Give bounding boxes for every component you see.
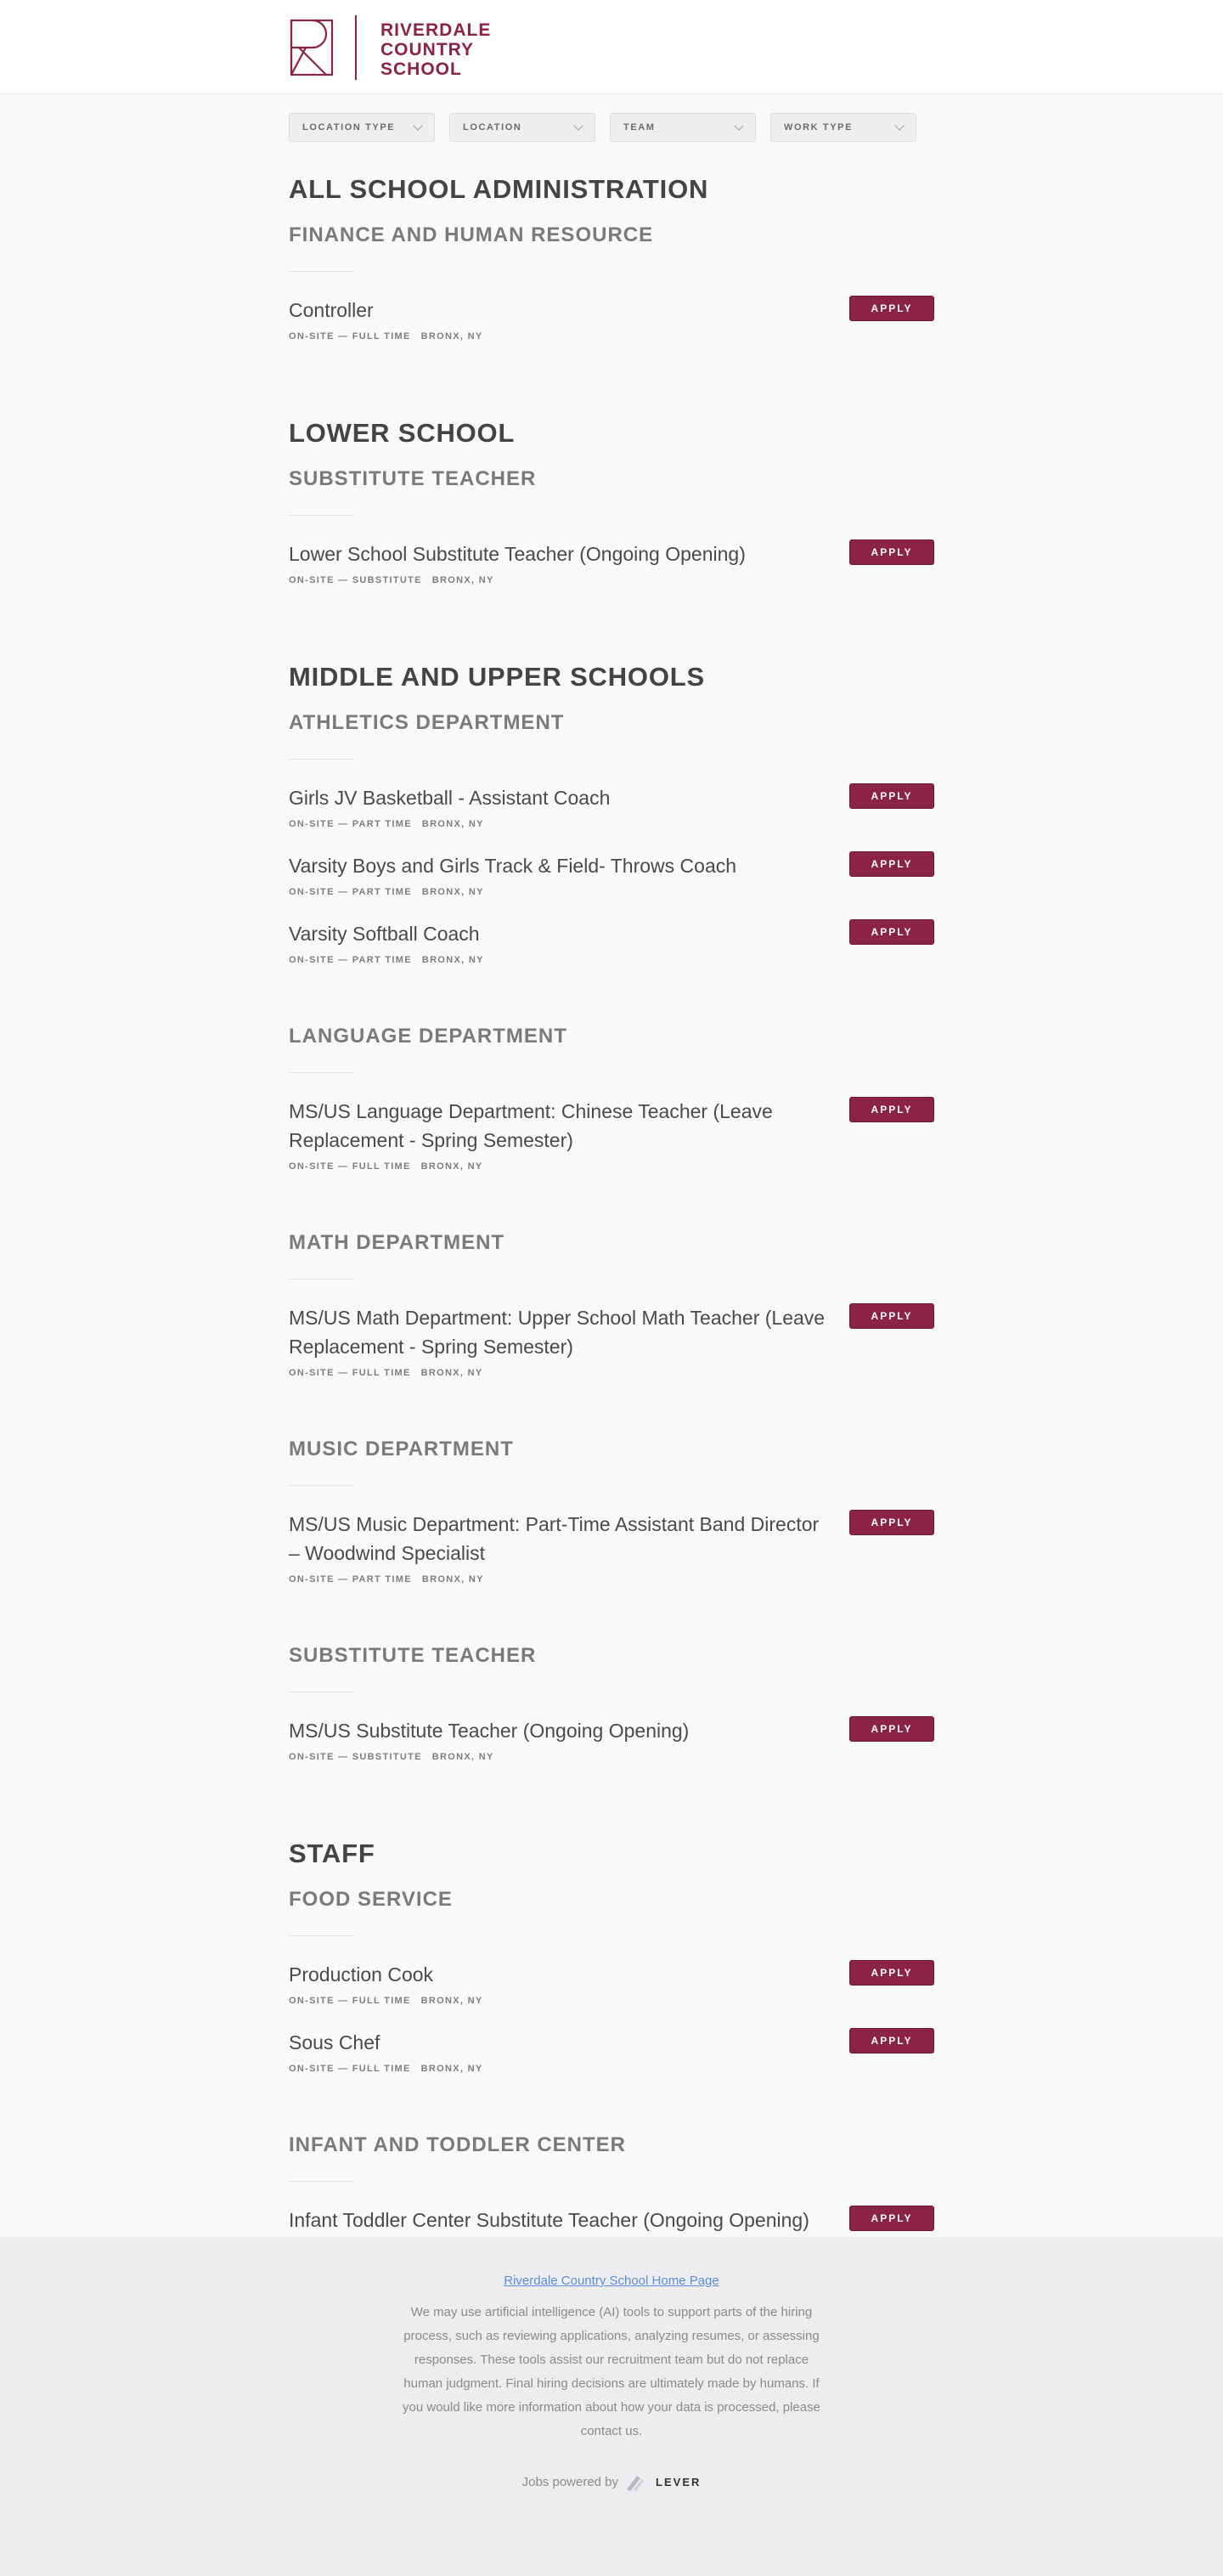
team-title: SUBSTITUTE TEACHER (289, 467, 537, 490)
posting-title-link[interactable]: MS/US Language Department: Chinese Teacher (Leave Replacement - Spring Semester) (289, 1100, 773, 1151)
apply-button[interactable]: APPLY (849, 1097, 934, 1122)
posting-location: BRONX, NY (421, 955, 484, 965)
posting-meta (289, 1574, 832, 1585)
school-name-line: COUNTRY (380, 40, 475, 59)
team-divider (289, 759, 353, 760)
posting-location: BRONX, NY (421, 887, 484, 897)
posting-title-link[interactable]: MS/US Music Department: Part-Time Assistant Band Director – Woodwind Specialist (289, 1513, 820, 1564)
filter-dropdown[interactable] (289, 113, 435, 142)
job-posting (289, 1303, 934, 1378)
job-posting (289, 296, 934, 342)
apply-button[interactable]: APPLY (849, 783, 934, 809)
chevron-down-icon (894, 121, 904, 130)
posting-info (289, 1716, 832, 1762)
filter-dropdown[interactable] (770, 113, 916, 142)
filter-label: LOCATION (463, 122, 522, 133)
posting-title-link[interactable]: MS/US Math Department: Upper School Math Teacher (Leave Replacement - Spring Semester) (289, 1307, 826, 1358)
posting-info (289, 1960, 832, 2006)
posting-location: BRONX, NY (431, 575, 494, 585)
posting-group (289, 1784, 934, 2251)
team-title: FINANCE AND HUMAN RESOURCE (289, 223, 654, 246)
job-posting (289, 851, 934, 897)
job-posting (289, 1960, 934, 2006)
posting-title-link[interactable]: Varsity Softball Coach (289, 923, 480, 945)
posting-meta (289, 331, 832, 342)
posting-info (289, 1510, 832, 1585)
posting-meta (289, 955, 832, 965)
apply-button[interactable]: APPLY (849, 919, 934, 945)
team-title: ATHLETICS DEPARTMENT (289, 711, 565, 734)
lever-wordmark: LEVER (656, 2475, 702, 2488)
apply-button[interactable]: APPLY (849, 539, 934, 565)
posting-commitment: ON-SITE — SUBSTITUTE (289, 575, 422, 585)
posting-location: BRONX, NY (420, 1368, 483, 1378)
posting-location: BRONX, NY (420, 331, 483, 342)
posting-meta (289, 1996, 832, 2006)
posting-title-link[interactable]: Lower School Substitute Teacher (Ongoing Opening) (289, 543, 746, 565)
posting-commitment: ON-SITE — FULL TIME (289, 1996, 411, 2006)
posting-title-link[interactable]: Sous Chef (289, 2031, 380, 2053)
filter-label: TEAM (623, 122, 656, 133)
chevron-down-icon (573, 121, 583, 130)
ai-disclaimer: We may use artificial intelligence (AI) tools to support parts of the hiring process, such as reviewing applications, analyzing resumes, or assessing responses. These tools assist our recruitment team but do not replace human judgment. Final hiring decisions are ultimately made by humans. If you would like more information about how your data is processed, please contact us. (403, 2305, 820, 2438)
postings-list (289, 167, 934, 2251)
team-divider (289, 271, 353, 272)
apply-button[interactable]: APPLY (849, 1303, 934, 1329)
apply-button[interactable]: APPLY (849, 851, 934, 877)
posting-title-link[interactable]: Infant Toddler Center Substitute Teacher (Ongoing Opening) (289, 2209, 809, 2231)
posting-meta (289, 1161, 832, 1172)
logo-divider (355, 15, 357, 80)
posting-info (289, 1303, 832, 1378)
apply-button[interactable]: APPLY (849, 1960, 934, 1986)
school-name-line: SCHOOL (380, 59, 462, 79)
team-title: SUBSTITUTE TEACHER (289, 1644, 537, 1667)
posting-group (289, 167, 934, 342)
powered-by[interactable] (0, 2472, 1223, 2491)
apply-button[interactable]: APPLY (849, 2206, 934, 2231)
posting-info (289, 2028, 832, 2074)
team-divider (289, 1279, 353, 1280)
apply-button[interactable]: APPLY (849, 2028, 934, 2053)
posting-commitment: ON-SITE — FULL TIME (289, 331, 411, 342)
job-posting (289, 919, 934, 965)
apply-button[interactable]: APPLY (849, 296, 934, 321)
job-posting (289, 1097, 934, 1172)
posting-info (289, 783, 832, 829)
posting-commitment: ON-SITE — PART TIME (289, 819, 412, 829)
site-header (0, 0, 1223, 94)
posting-meta (289, 1752, 832, 1762)
team-title: MATH DEPARTMENT (289, 1231, 505, 1254)
job-posting (289, 1716, 934, 1762)
team-title: FOOD SERVICE (289, 1888, 453, 1911)
posting-commitment: ON-SITE — FULL TIME (289, 1368, 411, 1378)
posting-location: BRONX, NY (420, 2064, 483, 2074)
filter-dropdown[interactable] (610, 113, 756, 142)
main-content (289, 94, 934, 2251)
posting-commitment: ON-SITE — FULL TIME (289, 2064, 411, 2074)
posting-location: BRONX, NY (431, 1752, 494, 1762)
posting-meta (289, 1368, 832, 1378)
chevron-down-icon (413, 121, 422, 130)
posting-info (289, 539, 832, 585)
posting-commitment: ON-SITE — PART TIME (289, 887, 412, 897)
posting-commitment: ON-SITE — SUBSTITUTE (289, 1752, 422, 1762)
posting-title-link[interactable]: Varsity Boys and Girls Track & Field- Throws Coach (289, 855, 737, 877)
team-divider (289, 1485, 353, 1486)
group-title: STAFF (289, 1839, 375, 1868)
home-page-link[interactable]: Riverdale Country School Home Page (504, 2274, 719, 2288)
job-posting (289, 1510, 934, 1585)
posting-info (289, 1097, 832, 1172)
group-title: MIDDLE AND UPPER SCHOOLS (289, 662, 705, 692)
posting-commitment: ON-SITE — FULL TIME (289, 1161, 411, 1172)
posting-group (289, 607, 934, 1762)
posting-location: BRONX, NY (421, 819, 484, 829)
job-posting (289, 539, 934, 585)
group-title: LOWER SCHOOL (289, 418, 516, 448)
team-title: LANGUAGE DEPARTMENT (289, 1025, 567, 1048)
posting-title-link[interactable]: Production Cook (289, 1963, 434, 1986)
team-divider (289, 1935, 353, 1936)
logo-r-mark-icon (289, 15, 335, 80)
posting-title-link[interactable]: Girls JV Basketball - Assistant Coach (289, 787, 611, 809)
posting-location: BRONX, NY (420, 1161, 483, 1172)
team-divider (289, 515, 353, 516)
team-title: INFANT AND TODDLER CENTER (289, 2133, 626, 2156)
posting-commitment: ON-SITE — PART TIME (289, 1574, 412, 1585)
posting-info (289, 919, 832, 965)
posting-info (289, 296, 832, 342)
posting-meta (289, 887, 832, 897)
apply-button[interactable]: APPLY (849, 1716, 934, 1742)
team-divider (289, 1072, 353, 1073)
job-posting (289, 2028, 934, 2074)
posting-info (289, 851, 832, 897)
posting-location: BRONX, NY (420, 1996, 483, 2006)
filter-dropdown[interactable] (449, 113, 595, 142)
apply-button[interactable]: APPLY (849, 1510, 934, 1535)
school-logo[interactable] (289, 15, 491, 80)
page-footer (0, 2237, 1223, 2576)
posting-title-link[interactable]: MS/US Substitute Teacher (Ongoing Opening) (289, 1720, 690, 1742)
posting-meta (289, 575, 832, 585)
posting-group (289, 364, 934, 585)
job-posting (289, 783, 934, 829)
school-name-line: RIVERDALE (380, 20, 492, 40)
filter-label: LOCATION TYPE (302, 122, 396, 133)
posting-commitment: ON-SITE — PART TIME (289, 955, 412, 965)
lever-logo-icon (625, 2472, 645, 2491)
chevron-down-icon (734, 121, 743, 130)
filter-label: WORK TYPE (784, 122, 854, 133)
posting-title-link[interactable]: Controller (289, 299, 374, 321)
posting-meta (289, 2064, 832, 2074)
team-title: MUSIC DEPARTMENT (289, 1438, 514, 1460)
school-name (380, 20, 491, 79)
group-title: ALL SCHOOL ADMINISTRATION (289, 174, 709, 204)
posting-meta (289, 819, 832, 829)
posting-location: BRONX, NY (421, 1574, 484, 1585)
filter-bar (289, 94, 934, 155)
powered-by-label: Jobs powered by (521, 2474, 619, 2489)
team-divider (289, 2181, 353, 2182)
